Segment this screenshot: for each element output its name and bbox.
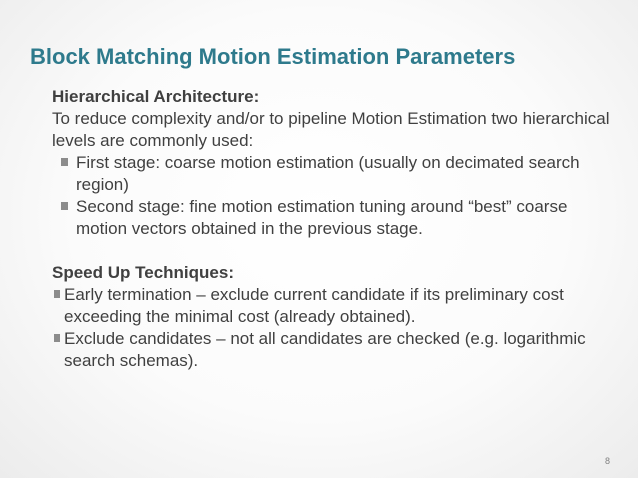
square-bullet-icon <box>54 290 60 298</box>
section-heading-hierarchical: Hierarchical Architecture: <box>52 87 260 106</box>
list-item-text: Second stage: fine motion estimation tuning around “best” coarse motion vectors obtained in the previous stage. <box>76 197 568 238</box>
list-item <box>52 284 612 328</box>
section-intro: To reduce complexity and/or to pipeline Motion Estimation two hierarchical levels are commonly used: <box>52 109 610 150</box>
slide-title: Block Matching Motion Estimation Parameters <box>30 44 516 69</box>
list-item <box>56 196 612 240</box>
list-item-text: First stage: coarse motion estimation (usually on decimated search region) <box>76 153 580 194</box>
square-bullet-icon <box>54 334 60 342</box>
list-item <box>52 328 612 372</box>
square-bullet-icon <box>61 158 68 166</box>
slide-body <box>52 86 612 372</box>
square-bullet-icon <box>61 202 68 210</box>
page-number: 8 <box>604 456 610 466</box>
list-item-text: Early termination – exclude current candidate if its preliminary cost exceeding the minimal cost (already obtained). <box>64 285 564 326</box>
section-heading-speed-up: Speed Up Techniques: <box>52 263 234 282</box>
list-item <box>56 152 612 196</box>
list-item-text: Exclude candidates – not all candidates are checked (e.g. logarithmic search schemas). <box>64 329 586 370</box>
